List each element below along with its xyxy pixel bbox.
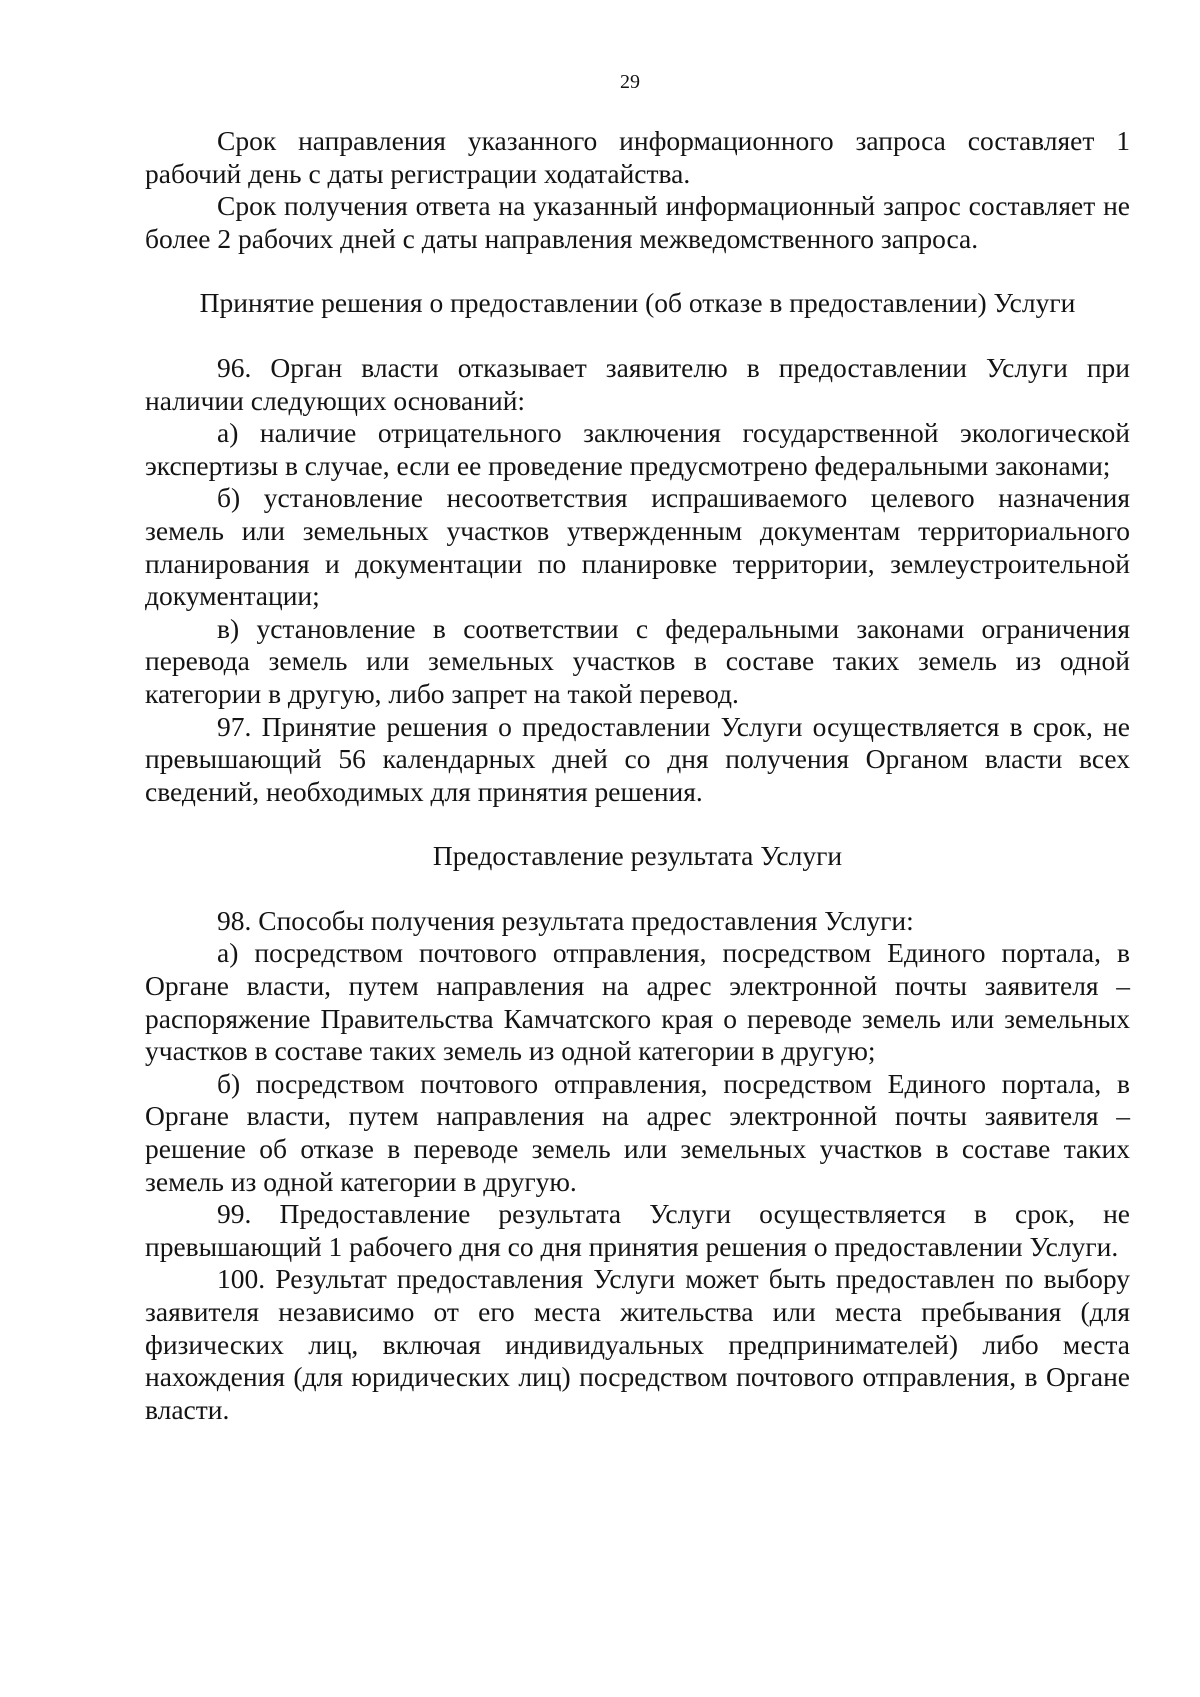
paragraph-response-deadline: Срок получения ответа на указанный информационный запрос составляет не более 2 рабочих дней с даты направления межведомственного запроса. bbox=[145, 190, 1130, 254]
paragraph-96-a: а) наличие отрицательного заключения государственной экологической экспертизы в случае, если ее проведение предусмотрено федеральными законами; bbox=[145, 417, 1130, 481]
paragraph-99: 99. Предоставление результата Услуги осуществляется в срок, не превышающий 1 рабочего дня со дня принятия решения о предоставлении Услуги. bbox=[145, 1198, 1130, 1262]
document-body bbox=[145, 125, 1130, 1426]
paragraph-96: 96. Орган власти отказывает заявителю в предоставлении Услуги при наличии следующих оснований: bbox=[145, 351, 1130, 416]
paragraph-98: 98. Способы получения результата предоставления Услуги: bbox=[217, 904, 914, 936]
paragraph-98-a: а) посредством почтового отправления, посредством Единого портала, в Органе власти, путем направления на адрес электронной почты заявителя – распоряжение Правительства Камчатского края о переводе земель или земельных участков в составе таких земель из одной категории в другую; bbox=[145, 937, 1130, 1067]
paragraph-98-b: б) посредством почтового отправления, посредством Единого портала, в Органе власти, путем направления на адрес электронной почты заявителя – решение об отказе в переводе земель или земельных участков в составе таких земель из одной категории в другую. bbox=[145, 1067, 1130, 1197]
section-heading-result: Предоставление результата Услуги bbox=[432, 840, 843, 872]
paragraph-96-c: в) установление в соответствии с федеральными законами ограничения перевода земель или земельных участков в составе таких земель из одной категории в другую, либо запрет на такой перевод. bbox=[145, 612, 1130, 709]
section-heading-decision: Принятие решения о предоставлении (об отказе в предоставлении) Услуги bbox=[199, 287, 1076, 319]
paragraph-97: 97. Принятие решения о предоставлении Услуги осуществляется в срок, не превышающий 56 календарных дней со дня получения Органом власти всех сведений, необходимых для принятия решения. bbox=[145, 710, 1130, 807]
page-number: 29 bbox=[620, 71, 640, 93]
paragraph-100: 100. Результат предоставления Услуги может быть предоставлен по выбору заявителя независимо от его места жительства или места пребывания (для физических лиц, включая индивидуальных предпринимателей) либо места нахождения (для юридических лиц) посредством почтового отправления, в Органе власти. bbox=[145, 1263, 1130, 1425]
paragraph-request-deadline: Срок направления указанного информационного запроса составляет 1 рабочий день с даты регистрации ходатайства. bbox=[145, 125, 1130, 189]
paragraph-96-b: б) установление несоответствия испрашиваемого целевого назначения земель или земельных участков утвержденным документам территориального планирования и документации по планировке территории, землеустроительной документации; bbox=[145, 482, 1130, 612]
